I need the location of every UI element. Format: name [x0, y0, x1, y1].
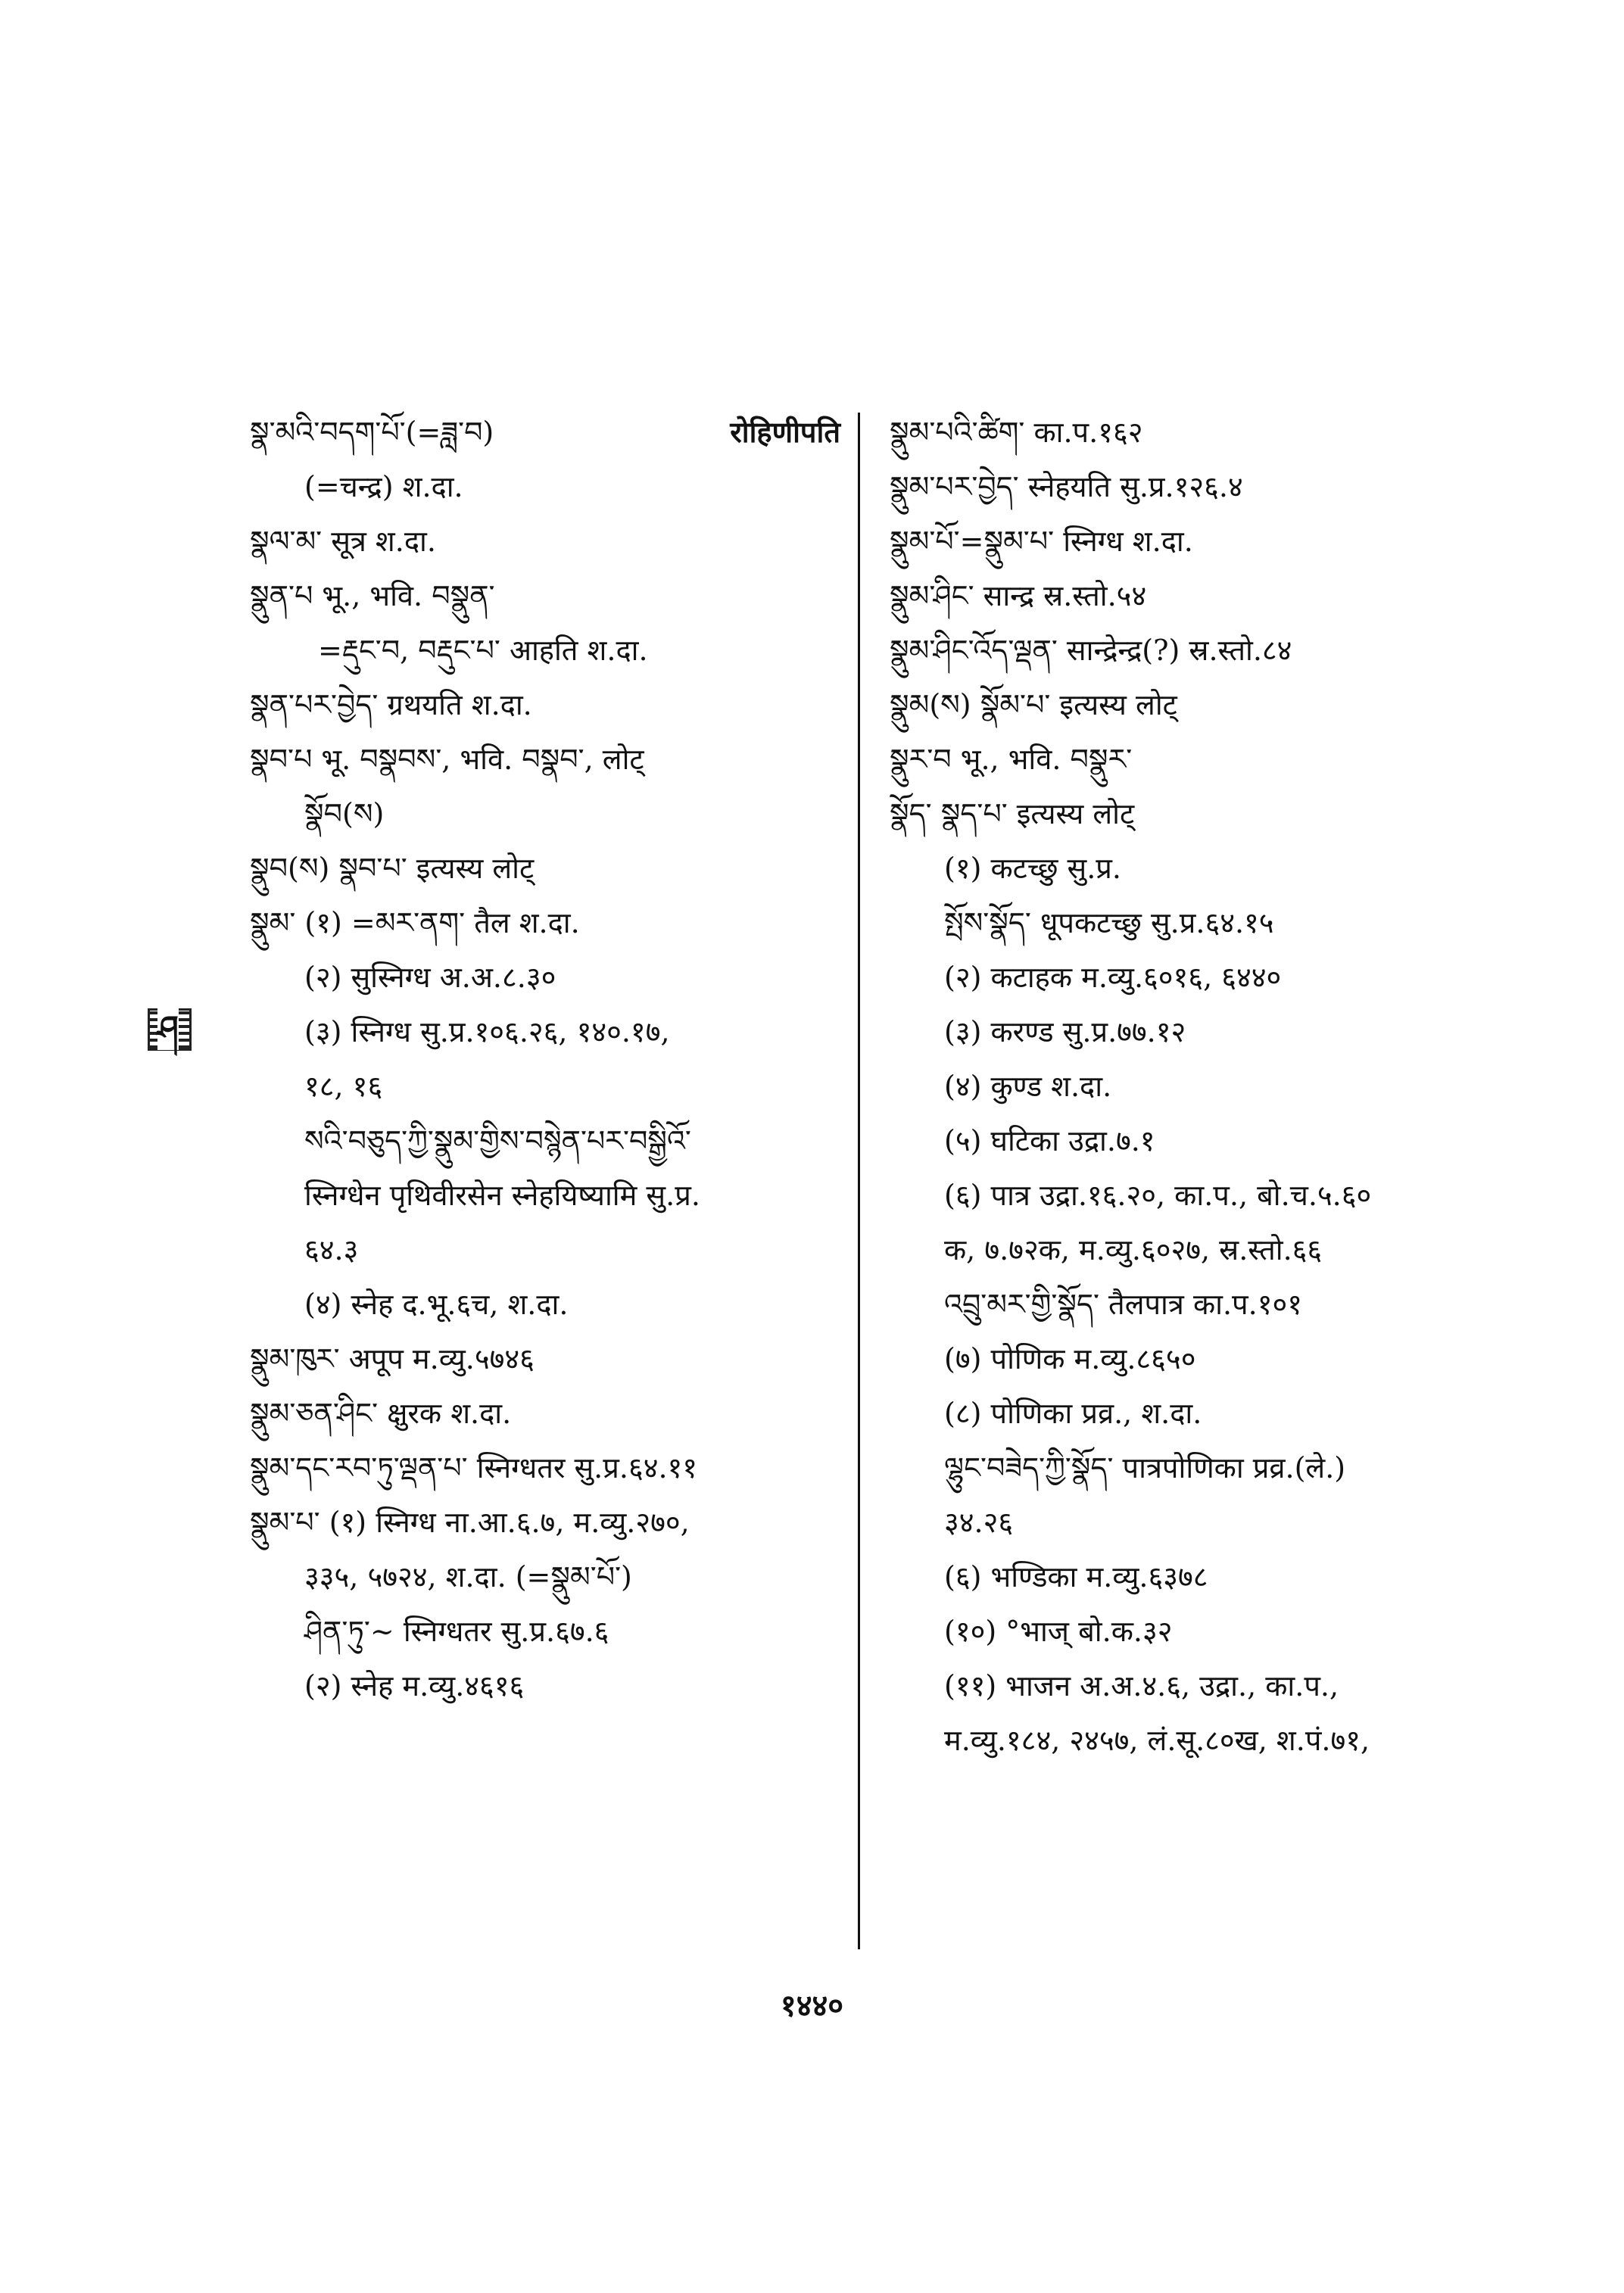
entry-text: म.व्यु.१८४, २४५७, लं.सू.८०ख, श.पं.७१,	[944, 1724, 1370, 1757]
dictionary-line	[250, 896, 840, 950]
dictionary-line	[250, 1386, 840, 1441]
entry-text: སྣུམ་པའི་ཚིག་ का.प.१६२	[890, 416, 1143, 449]
entry-text: =རྡུང་བ, བརྡུང་པ་ आहति श.दा.	[318, 634, 648, 667]
entry-text: སྣུར་བ भू., भवि. བསྣུར་	[890, 743, 1133, 776]
entry-text: སྣུམ་ཅན་ཤིང་ क्षुरक श.दा.	[250, 1397, 512, 1430]
dictionary-line	[890, 623, 1488, 678]
dictionary-line	[250, 732, 840, 787]
dictionary-line	[890, 1550, 1488, 1604]
dictionary-line	[890, 405, 1488, 460]
entry-text: སྣུམ་པ་ (१) स्निग्ध ना.आ.६.७, म.व्यु.२७०,	[250, 1506, 690, 1539]
entry-text: སྣོབ(ས)	[304, 797, 385, 830]
right-column	[890, 405, 1488, 1768]
entry-text: སྣ་མའི་བདག་པོ་(=ཟླ་བ)	[250, 416, 494, 449]
section-letter: ཤ	[157, 1008, 179, 1050]
dictionary-line	[890, 569, 1488, 623]
dictionary-line	[890, 896, 1488, 950]
entry-text: སྣུམ་པོ་=སྣུམ་པ་ स्निग्ध श.दा.	[890, 525, 1193, 558]
dictionary-line	[250, 1495, 840, 1550]
dictionary-line	[250, 1114, 840, 1168]
entry-text: སྣོད་ སྣད་པ་ इत्यस्य लोट्	[890, 797, 1135, 830]
entry-text: སྣུབ(ས) སྣབ་པ་ इत्यस्य लोट्	[250, 852, 535, 885]
left-column	[250, 405, 840, 1713]
dictionary-line	[250, 460, 840, 514]
dictionary-line	[890, 1604, 1488, 1659]
entry-text: क, ७.७२क, म.व्यु.६०२७, स्र.स्तो.६६	[944, 1233, 1323, 1266]
entry-text: ཤིན་ཏུ་~ स्निग्धतर सु.प्र.६७.६	[304, 1615, 609, 1648]
column-divider	[858, 413, 860, 1949]
dictionary-line	[890, 1005, 1488, 1059]
dictionary-line	[250, 678, 840, 732]
dictionary-line	[250, 514, 840, 569]
page-number: १४४०	[780, 1988, 844, 2024]
entry-text: ३३५, ५७२४, श.दा. (=སྣུམ་པོ་)	[304, 1560, 632, 1594]
entry-text: སྤོས་སྣོད་ धूपकटच्छु सु.प्र.६४.१५	[944, 906, 1274, 939]
entry-sanskrit-headword: रोहिणीपति	[730, 415, 840, 449]
entry-text: སྣུམ་ཁུར་ अपूप म.व्यु.५७४६	[250, 1342, 535, 1375]
entry-text: (४) स्नेह द.भू.६च, श.दा.	[304, 1288, 569, 1321]
dictionary-line	[890, 732, 1488, 787]
dictionary-line	[890, 1386, 1488, 1441]
entry-text: སྣུམ་པར་བྱེད་ स्नेहयति सु.प्र.१२६.४	[890, 470, 1243, 503]
dictionary-line	[250, 1659, 840, 1713]
dictionary-line	[890, 1659, 1488, 1713]
entry-text: (२) स्नेह म.व्यु.४६१६	[304, 1669, 525, 1703]
entry-text: (१) कटच्छु सु.प्र.	[944, 852, 1121, 885]
dictionary-line	[250, 1441, 840, 1495]
entry-text: (५) घटिका उद्रा.७.१	[944, 1124, 1155, 1157]
entry-text: (२) सुस्निग्ध अ.अ.८.३०	[304, 961, 556, 994]
entry-text: (८) पोणिका प्रव्र., श.दा.	[944, 1397, 1202, 1430]
entry-text: (२) कटाहक म.व्यु.६०१६, ६४४०	[944, 961, 1282, 994]
entry-text: (११) भाजन अ.अ.४.६, उद्रा., का.प.,	[944, 1669, 1339, 1703]
dictionary-line	[250, 787, 840, 841]
entry-text: ३४.२६	[944, 1506, 1014, 1539]
dictionary-line	[890, 1495, 1488, 1550]
entry-text: ལྷུང་བཟེད་ཀྱི་སྣོད་ पात्रपोणिका प्रव्र.(ले.)	[944, 1451, 1346, 1485]
dictionary-line	[890, 1332, 1488, 1386]
dictionary-line	[890, 1168, 1488, 1223]
dictionary-line	[890, 1223, 1488, 1277]
dictionary-line	[250, 841, 840, 896]
dictionary-line	[890, 1114, 1488, 1168]
dictionary-line	[250, 950, 840, 1005]
dictionary-line	[890, 514, 1488, 569]
dictionary-line	[250, 1332, 840, 1386]
entry-text: ६४.३	[304, 1233, 359, 1266]
entry-text: སྣུམ་དང་རབ་ཏུ་ལྡན་པ་ स्निग्धतर सु.प्र.६४.११	[250, 1451, 698, 1485]
dictionary-line	[890, 678, 1488, 732]
dictionary-line	[250, 1550, 840, 1604]
dictionary-line	[890, 1277, 1488, 1332]
entry-text: (६) पात्र उद्रा.१६.२०, का.प., बो.च.५.६०	[944, 1179, 1372, 1212]
entry-text: (३) करण्ड सु.प्र.७७.१२	[944, 1015, 1186, 1048]
entry-text: སའི་བཅུད་ཀྱི་སྣུམ་གྱིས་བསྙེན་པར་བསྒྱིའོ་	[304, 1124, 691, 1157]
dictionary-line	[250, 1005, 840, 1059]
entry-text: (१०) °भाज् बो.क.३२	[944, 1615, 1173, 1648]
entry-text: (६) भण्डिका म.व्यु.६३७८	[944, 1560, 1208, 1594]
entry-text: སྣལ་མ་ सूत्र श.दा.	[250, 525, 436, 558]
dictionary-line	[890, 460, 1488, 514]
dictionary-line	[250, 623, 840, 678]
dictionary-line	[250, 1223, 840, 1277]
entry-text: སྣུམ་ཤིང་ सान्द्र स्र.स्तो.५४	[890, 579, 1147, 612]
entry-text: སྣུམ་ (१) =མར་ནག་ तैल श.दा.	[250, 906, 580, 939]
entry-text: སྣུམ་ཤིང་འོད་ལྡན་ सान्द्रेन्द्र(?) स्र.स्तो.८४	[890, 634, 1292, 667]
dictionary-line	[890, 950, 1488, 1005]
section-thumb-index	[148, 1008, 192, 1051]
entry-text: སྣུམ(ས) སྣོམ་པ་ इत्यस्य लोट्	[890, 688, 1177, 721]
dictionary-line	[890, 841, 1488, 896]
entry-text: (=चन्द्र) श.दा.	[304, 470, 463, 503]
entry-text: འབྲུ་མར་གྱི་སྣོད་ तैलपात्र का.प.१०१	[944, 1288, 1303, 1321]
dictionary-line	[250, 1168, 840, 1223]
entry-text: (३) स्निग्ध सु.प्र.१०६.२६, १४०.१७,	[304, 1015, 670, 1048]
dictionary-line	[250, 1059, 840, 1114]
entry-text: སྣན་པར་བྱེད་ ग्रथयति श.दा.	[250, 688, 532, 721]
dictionary-line	[890, 787, 1488, 841]
dictionary-line	[250, 569, 840, 623]
dictionary-line	[890, 1059, 1488, 1114]
entry-text: (७) पोणिक म.व्यु.८६५०	[944, 1342, 1196, 1375]
dictionary-line	[890, 1441, 1488, 1495]
entry-text: १८, १६	[304, 1070, 383, 1103]
dictionary-line	[250, 405, 840, 460]
entry-text: (४) कुण्ड श.दा.	[944, 1070, 1112, 1103]
entry-text: स्निग्धेन पृथिवीरसेन स्नेहयिष्यामि सु.प्र.	[304, 1179, 700, 1212]
entry-text: སྣབ་པ भू. བསྣབས་, भवि. བསྣབ་, लोट्	[250, 743, 644, 776]
dictionary-line	[250, 1277, 840, 1332]
dictionary-line	[250, 1604, 840, 1659]
dictionary-line	[890, 1713, 1488, 1768]
entry-text: སྣུན་པ भू., भवि. བསྣུན་	[250, 579, 495, 612]
